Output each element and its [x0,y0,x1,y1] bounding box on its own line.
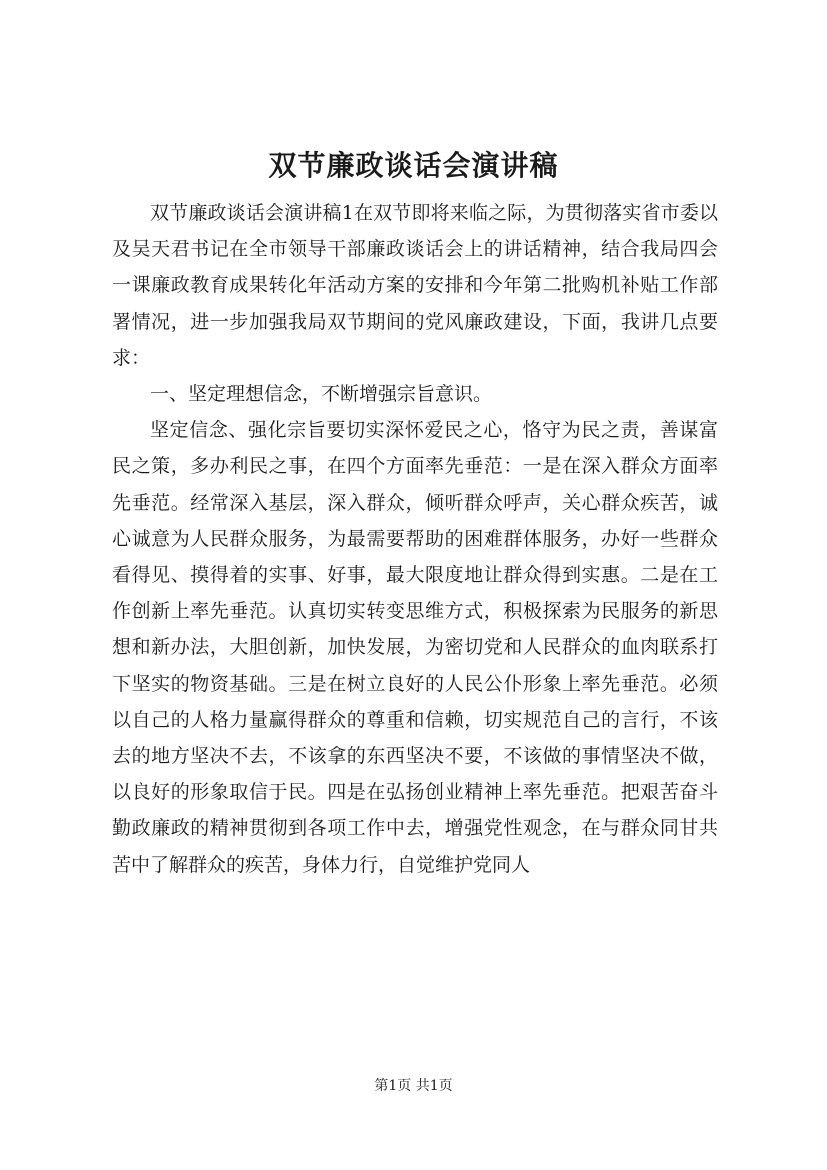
page-footer: 第1页 共1页 [374,1078,453,1094]
paragraph-intro: 双节廉政谈话会演讲稿1在双节即将来临之际，为贯彻落实省市委以及吴天君书记在全市领导干部廉政谈话会上的讲话精神，结合我局四会一课廉政教育成果转化年活动方案的安排和今年第二批购机补贴工作部署情况，进一步加强我局双节期间的党风廉政建设，下面，我讲几点要求： [112,202,718,369]
paragraph-main: 坚定信念、强化宗旨要切实深怀爱民之心，恪守为民之责，善谋富民之策，多办利民之事，在四个方面率先垂范：一是在深入群众方面率先垂范。经常深入基层，深入群众，倾听群众呼声，关心群众疾苦，诚心诚意为人民群众服务，为最需要帮助的困难群体服务，办好一些群众看得见、摸得着的实事、好事，最大限度地让群众得到实惠。二是在工作创新上率先垂范。认真切实转变思维方式，积极探索为民服务的新思想和新办法，大胆创新，加快发展，为密切党和人民群众的血肉联系打下坚实的物资基础。三是在树立良好的人民公仆形象上率先垂范。必须以自己的人格力量赢得群众的尊重和信赖，切实规范自己的言行，不该去的地方坚决不去，不该拿的东西坚决不要，不该做的事情坚决不做，以良好的形象取信于民。四是在弘扬创业精神上率先垂范。把艰苦奋斗勤政廉政的精神贯彻到各项工作中去，增强党性观念，在与群众同甘共苦中了解群众的疾苦，身体力行，自觉维护党同人 [112,419,718,876]
document-title: 双节廉政谈话会演讲稿 [268,149,559,182]
paragraph-heading-1: 一、坚定理想信念，不断增强宗旨意识。 [150,383,493,406]
document-body [112,195,718,883]
